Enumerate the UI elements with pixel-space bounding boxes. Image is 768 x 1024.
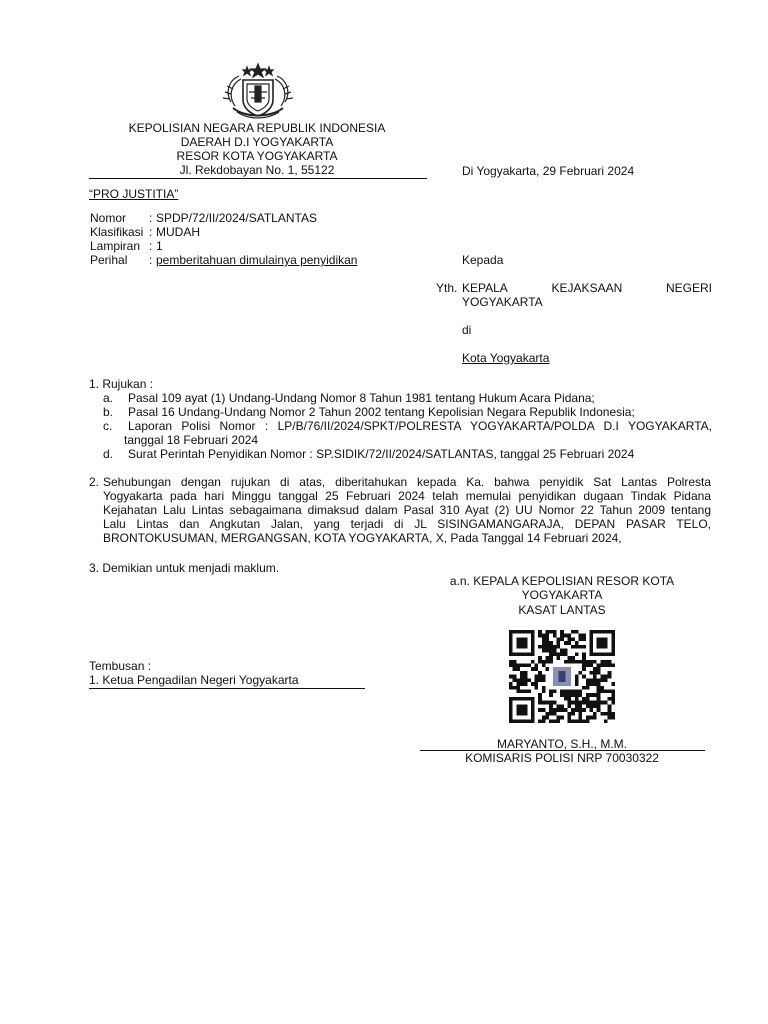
rujukan-item: Pasal 16 Undang-Undang Nomor 2 Tahun 2002 tentang Kepolisian Negara Republik Indonesia; (128, 405, 635, 419)
recipient-city: Kota Yogyakarta (462, 351, 550, 365)
place-date: Di Yogyakarta, 29 Februari 2024 (462, 164, 635, 178)
field-label-perihal: Perihal (90, 253, 128, 267)
rujukan-letter: d. (103, 447, 114, 461)
paragraph-2-line: Lalu Lintas dan Angkutan Jalan, yang terjadi di JL SISINGAMANGARAJA, DEPAN PASAR TELO, (103, 517, 711, 531)
rujukan-title: 1. Rujukan : (89, 377, 154, 391)
paragraph-3: 3. Demikian untuk menjadi maklum. (89, 561, 280, 575)
field-colon: : (149, 211, 153, 225)
field-value-lampiran: 1 (156, 239, 163, 253)
rujukan-item: Pasal 109 ayat (1) Undang-Undang Nomor 8 Tahun 1981 tentang Hukum Acara Pidana; (128, 391, 595, 405)
signature-city: YOGYAKARTA (521, 588, 603, 602)
paragraph-2-line: Kejahatan Lalu Lintas sebagaimana dimaksud dalam Pasal 310 Ayat (2) UU Nomor 22 Tahun 2009 tentang (103, 503, 711, 517)
signature-an: a.n. KEPALA KEPOLISIAN RESOR KOTA (449, 574, 675, 588)
field-colon: : (149, 239, 153, 253)
recipient-word: NEGERI (665, 281, 712, 295)
paragraph-2-line: Sehubungan dengan rujukan di atas, diberitahukan kepada Ka. bahwa penyidik Sat Lantas Polresta (103, 475, 711, 489)
paragraph-2-line: BRONTOKUSUMAN, MERGANGSAN, KOTA YOGYAKARTA, X, Pada Tanggal 14 Februari 2024, (103, 531, 622, 545)
paragraph-2-line: Yogyakarta pada hari Minggu tanggal 25 Februari 2024 telah memulai penyidikan dugaan Tindak Pidana (103, 489, 711, 503)
tembusan-divider (89, 688, 365, 689)
recipient-kepada: Kepada (462, 253, 504, 267)
header-resort: RESOR KOTA YOGYAKARTA (176, 149, 338, 163)
field-value-perihal: pemberitahuan dimulainya penyidikan (156, 253, 358, 267)
rujukan-item: Laporan Polisi Nomor : LP/B/76/II/2024/SPKT/POLRESTA YOGYAKARTA/POLDA D.I YOGYAKARTA, (128, 419, 712, 433)
header-address: Jl. Rekdobayan No. 1, 55122 (179, 163, 335, 177)
signature-rank: KOMISARIS POLISI NRP 70030322 (465, 751, 659, 765)
tembusan-item: 1. Ketua Pengadilan Negeri Yogyakarta (89, 673, 299, 687)
field-colon: : (149, 253, 153, 267)
field-label-klasifikasi: Klasifikasi (90, 225, 144, 239)
recipient-di: di (462, 323, 472, 337)
tembusan-title: Tembusan : (89, 659, 152, 673)
paragraph-2-number: 2. (89, 475, 100, 489)
recipient-yth: Yth. (436, 281, 458, 295)
rujukan-letter: b. (103, 405, 114, 419)
rujukan-item-cont: tanggal 18 Februari 2024 (124, 433, 259, 447)
header-region: DAERAH D.I YOGYAKARTA (180, 135, 334, 149)
recipient-line1 (462, 281, 712, 295)
field-value-klasifikasi: MUDAH (156, 225, 200, 239)
signature-position: KASAT LANTAS (518, 603, 606, 617)
rujukan-letter: c. (103, 419, 113, 433)
qr-code (509, 630, 615, 723)
recipient-word: KEJAKSAAN (551, 281, 623, 295)
police-emblem-logo (219, 62, 297, 122)
pro-justitia: “PRO JUSTITIA” (89, 187, 179, 201)
rujukan-letter: a. (103, 391, 114, 405)
field-value-nomor: SPDP/72/II/2024/SATLANTAS (156, 211, 317, 225)
field-label-nomor: Nomor (90, 211, 127, 225)
field-colon: : (149, 225, 153, 239)
rujukan-item: Surat Perintah Penyidikan Nomor : SP.SIDIK/72/II/2024/SATLANTAS, tanggal 25 Februari 2024 (128, 447, 635, 461)
recipient-line2: YOGYAKARTA (462, 295, 543, 309)
header-divider (89, 178, 427, 179)
recipient-word: KEPALA (462, 281, 508, 295)
header-agency: KEPOLISIAN NEGARA REPUBLIK INDONESIA (128, 121, 386, 135)
signature-name: MARYANTO, S.H., M.M. (496, 737, 627, 751)
field-label-lampiran: Lampiran (90, 239, 141, 253)
